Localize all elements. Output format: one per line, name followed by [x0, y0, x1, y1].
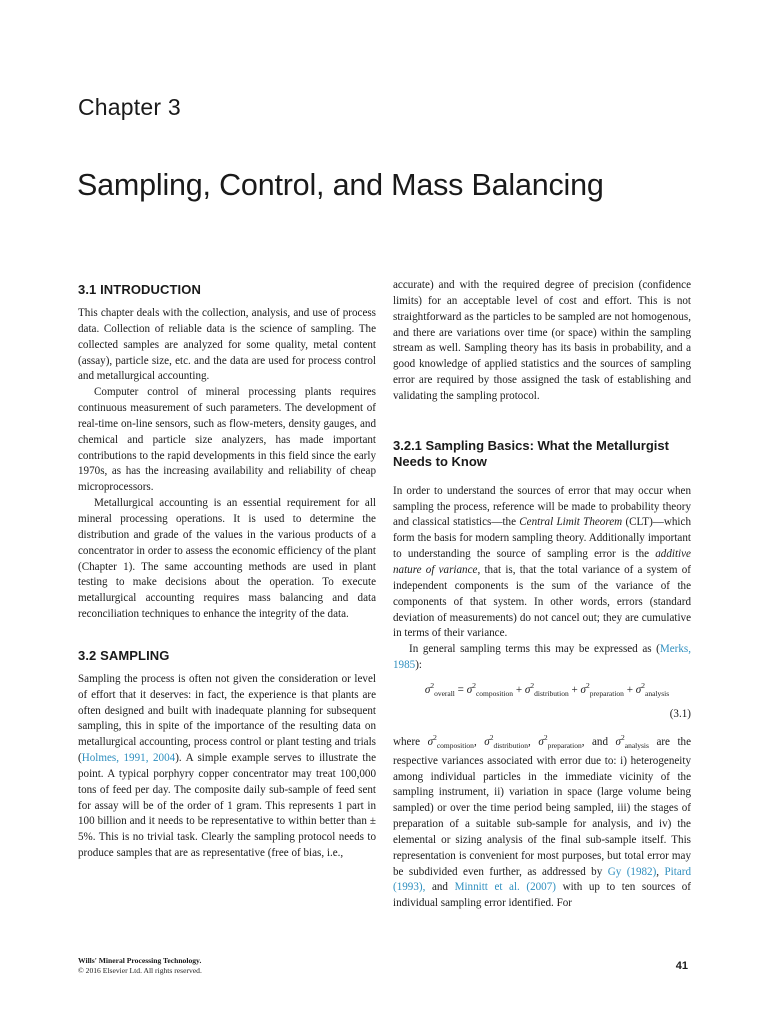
central-limit-theorem-term: Central Limit Theorem	[519, 516, 623, 529]
equation-3-1	[393, 679, 691, 721]
subsection-heading-sampling-basics: 3.2.1 Sampling Basics: What the Metallurgist Needs to Know	[393, 437, 669, 470]
page-number: 41	[675, 960, 688, 972]
left-column	[78, 282, 376, 862]
additive-variance-term: additive nature of variance	[393, 548, 691, 576]
basics-p2-text-end: ):	[415, 659, 422, 672]
sampling-paragraph-continuation: accurate) and with the required degree of precision (confidence limits) for an acceptable level of cost and effort. This is not straightforward as the particles to be sampled are not homogenous, and there are variations over time (or space) within the sampling stream as well. Sampling theory has its basis in probability, and a good knowledge of applied statistics and the sources of sampling error are required by those assigned the task of establishing and validating the sampling protocol.	[393, 279, 691, 402]
basics-p2-text-start: In general sampling terms this may be expressed as (	[409, 643, 660, 656]
basics-paragraph-1	[393, 484, 691, 642]
intro-paragraph-3: Metallurgical accounting is an essential requirement for all mineral processing operations. It is used to determine the distribution and grade of the values in the various products of a concentrator in order to assess the economic efficiency of the plant (Chapter 1). The same accounting methods are used in plant testing to make decisions about the operation. To execute metallurgical accounting requires mass balancing and data reconciliation techniques to enhance the integrity of the data.	[78, 497, 376, 621]
basics-text-a: In order to understand the sources of error that may occur when sampling the process, reference will be made to probability theory and classical statistics—the	[393, 484, 691, 529]
equation-explanation: where $\sigma^2_{composition}$, $\sigma^2_{distribution}$, $\sigma^2_{preparation}$, and $\sigma^2_{analysis}$ are the respective variances associated with error due to: i) heterogeneity among individual particles in the immediate vicinity of the sampling instrument, ii) variation in space (large volume being sampled) or over the time period being sampled, iii) the stages of preparation of a suitable sub-sample for analysis, and iv) the elemental or sizing analysis of the final sub-sample itself. This representation is convenient for most purposes, but total error may be subdivided even further, as addressed by Gy (1982), Pitard (1993), and Minnitt et al. (2007) with up to ten sources of individual sampling error identified. For	[393, 732, 692, 910]
chapter-label: Chapter 3	[78, 94, 181, 120]
footer-credits	[78, 956, 202, 976]
copyright-notice: © 2016 Elsevier Ltd. All rights reserved.	[78, 966, 202, 975]
equation-number: (3.1)	[669, 707, 691, 720]
intro-paragraph-2: Computer control of mineral processing plants requires continuous measurement of such parameters. The development of real-time on-line sensors, such as flow-meters, density gauges, and chemical and particle size analyzers, has made important contributions to the rapid developments in this field since the early 1970s, as has the increasing availability and reliability of cheap microprocessors.	[78, 386, 376, 494]
citation-link-pitard[interactable]: Pitard (1993),	[393, 865, 692, 894]
section-heading-sampling: 3.2 SAMPLING	[78, 647, 170, 663]
sampling-paragraph-text-continued: ). A simple example serves to illustrate the point. A typical porphyry copper concentrator may treat 100,000 tons of feed per day. The composite daily sub-sample of feed sent for assay will be of the order of 1 gram. This represents 1 part in 100 billion and it needs to be representative to within better than ± 5%. This is no trivial task. Clearly the sampling protocol needs to produce samples that are as representative (free of bias, i.e.,	[78, 752, 376, 860]
chapter-title: Sampling, Control, and Mass Balancing	[77, 168, 604, 202]
book-title: Wills' Mineral Processing Technology.	[78, 956, 202, 965]
citation-link-holmes[interactable]: Holmes, 1991, 2004	[81, 752, 176, 765]
basics-text-c: , that is, that the total variance of a system of independent components is the sum of the variance of the components of that system. In other words, errors (standard deviation of measurements) do not cancel out; they are cumulative in terms of their variance.	[393, 563, 691, 640]
citation-link-minnitt[interactable]: Minnitt et al. (2007)	[454, 881, 556, 894]
sampling-paragraph-text-start: Sampling the process is often not given the consideration or level of effort that it deserves: in fact, the experience is that plants are often designed and built with inadequate planning for subsequent sampling, this in spite of the importance of the resulting data on metallurgical accounting, process control or plant testing and trials (	[78, 672, 376, 765]
basics-paragraph-2	[393, 642, 691, 674]
citation-link-gy[interactable]: Gy (1982)	[607, 865, 657, 878]
section-heading-introduction: 3.1 INTRODUCTION	[78, 282, 201, 297]
sampling-paragraph-1	[78, 672, 376, 862]
right-column	[393, 278, 691, 912]
citation-link-merks[interactable]: Merks, 1985	[393, 643, 691, 672]
intro-paragraph-1: This chapter deals with the collection, analysis, and use of process data. Collection of reliable data is the science of sampling. The collected samples are analyzed for some quality, metal content (assay), particle size, etc. and the data are used for process control and metallurgical accounting.	[78, 307, 376, 383]
variance-equation: $\sigma^2_{overall} = \sigma^2_{composition} + \sigma^2_{distribution} + \sigma^2_{preparation} + \sigma^2_{analysis}$	[424, 680, 670, 698]
basics-text-b: (CLT)—which form the basis for modern sampling theory. Additionally important to understanding the source of sampling error is the	[393, 516, 691, 561]
